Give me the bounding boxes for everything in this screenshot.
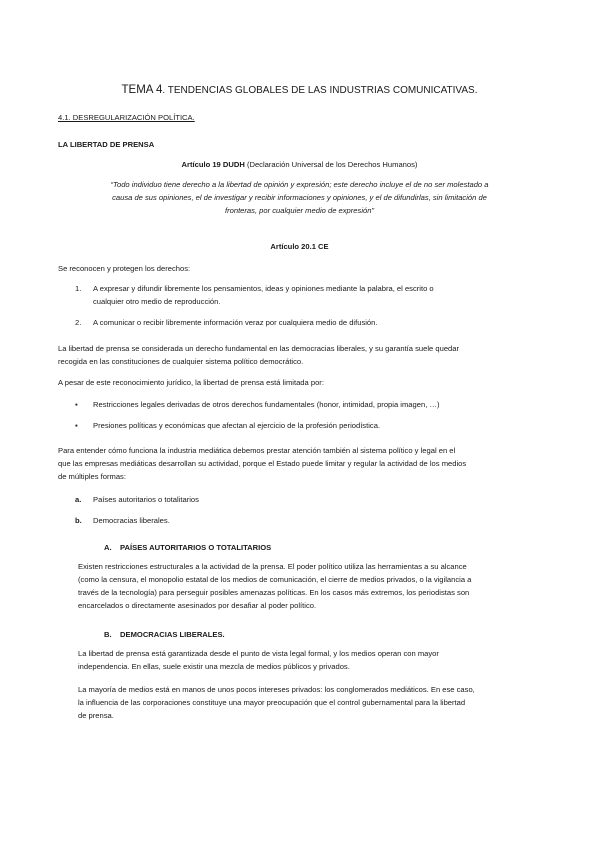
paragraph-line: (como la censura, el monopolio estatal de los medios de comunicación, el cierre de medios privados, o la vigilancia a (78, 575, 472, 584)
list-item-number: 1. (75, 284, 82, 293)
section-a-paragraph (78, 560, 558, 612)
quote-line: fronteras, por cualquier medio de expresión” (224, 206, 374, 215)
paragraph-line: la influencia de las corporaciones constituye una mayor preocupación que el control gubernamental para la libertad (78, 698, 466, 707)
bullet-icon: ▪ (75, 421, 78, 430)
paragraph-line: que las empresas mediáticas desarrollan su actividad, porque el Estado puede limitar y regular la actividad de los medios (58, 459, 467, 468)
list-letter: a. (75, 495, 82, 504)
article-19-heading (0, 158, 599, 171)
paragraph-line: recogida en las constituciones de cualquier sistema político democrático. (58, 357, 304, 366)
paragraph-line: Existen restricciones estructurales a la actividad de la prensa. El poder político utiliza las herramientas a su alcance (78, 562, 467, 571)
list-item: Democracias liberales. (93, 516, 170, 525)
tema-title: . TENDENCIAS GLOBALES DE LAS INDUSTRIAS COMUNICATIVAS. (162, 85, 478, 96)
article-20-heading: Artículo 20.1 CE (270, 242, 329, 251)
quote-line: “Todo individuo tiene derecho a la libertad de opinión y expresión; este derecho incluye el de no ser molestado a (110, 180, 489, 189)
article-19-desc: (Declaración Universal de los Derechos Humanos) (244, 160, 418, 169)
section-b-paragraph-1 (78, 647, 558, 673)
bullet-item: Presiones políticas y económicas que afectan al ejercicio de la profesión periodística. (93, 421, 381, 430)
paragraph-line: encarcelados o directamente asesinados por desafiar al poder político. (78, 601, 317, 610)
section-a-heading: A. PAÍSES AUTORITARIOS O TOTALITARIOS (104, 543, 272, 552)
paragraph-industria (58, 444, 548, 483)
list-item-number: 2. (75, 318, 82, 327)
list-item-line: cualquier otro medio de reproducción. (93, 297, 221, 306)
section-b-paragraph-2 (78, 683, 558, 722)
paragraph-line: La libertad de prensa se considerada un derecho fundamental en las democracias liberales, y su garantía suele quedar (58, 344, 460, 353)
limits-intro: A pesar de este reconocimiento jurídico, la libertad de prensa está limitada por: (58, 378, 324, 387)
paragraph-line: través de la tecnología) para perseguir posibles amenazas políticas. En los casos más extremos, los periodistas son (78, 588, 470, 597)
tema-number: TEMA 4 (121, 84, 163, 96)
paragraph-line: La libertad de prensa está garantizada desde el punto de vista legal formal, y los medios operan con mayor (78, 649, 439, 658)
paragraph-libertad (58, 342, 548, 368)
section-heading-4-1: 4.1. DESREGULARIZACIÓN POLÍTICA. (58, 113, 195, 122)
list-item: Países autoritarios o totalitarios (93, 495, 199, 504)
paragraph-line: Para entender cómo funciona la industria mediática debemos prestar atención también al sistema político y legal en el (58, 446, 456, 455)
article-20-intro: Se reconocen y protegen los derechos: (58, 264, 191, 273)
quote-line: causa de sus opiniones, el de investigar y recibir informaciones y opiniones, y el de difundirlas, sin limitación de (112, 193, 487, 202)
paragraph-line: de prensa. (78, 711, 114, 720)
bullet-icon: ▪ (75, 400, 78, 409)
bullet-item: Restricciones legales derivadas de otros derechos fundamentales (honor, intimidad, propia imagen, …) (93, 400, 440, 409)
page-title (0, 84, 599, 96)
paragraph-line: La mayoría de medios está en manos de unos pocos intereses privados: los conglomerados mediáticos. En ese caso, (78, 685, 475, 694)
paragraph-line: de múltiples formas: (58, 472, 126, 481)
list-letter: b. (75, 516, 82, 525)
article-19-label: Artículo 19 DUDH (181, 160, 245, 169)
list-item (93, 282, 543, 308)
paragraph-line: independencia. En ellas, suele existir una mezcla de medios públicos y privados. (78, 662, 350, 671)
list-item: A comunicar o recibir libremente información veraz por cualquiera medio de difusión. (93, 318, 378, 327)
section-b-heading: B. DEMOCRACIAS LIBERALES. (104, 630, 225, 639)
list-item-line: A expresar y difundir libremente los pensamientos, ideas y opiniones mediante la palabra, el escrito o (93, 284, 434, 293)
article-19-quote (40, 178, 559, 217)
libertad-prensa-heading: LA LIBERTAD DE PRENSA (58, 140, 155, 149)
